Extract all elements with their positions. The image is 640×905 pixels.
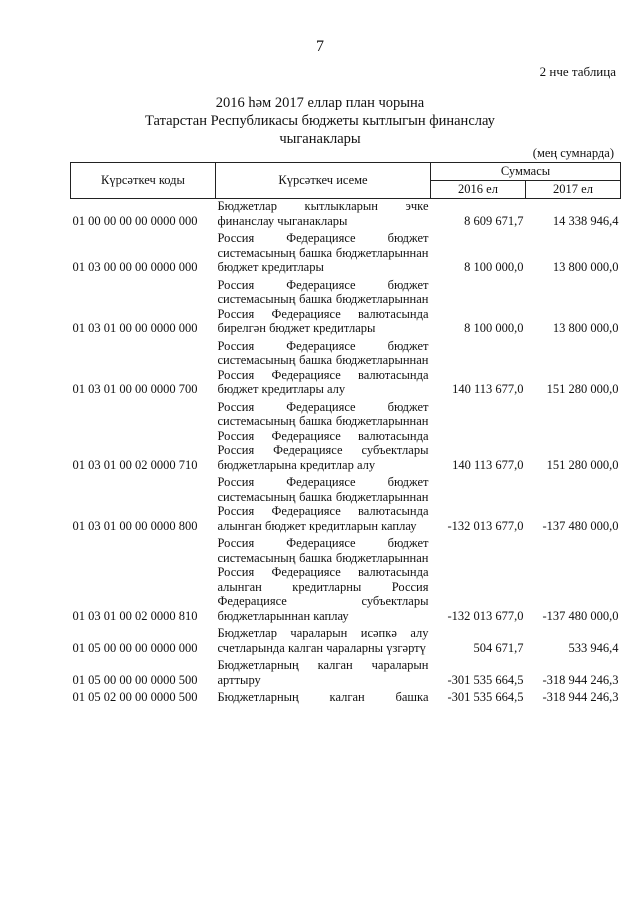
row-code: 01 00 00 00 00 0000 000 xyxy=(72,213,198,228)
row-value-2016: -301 535 664,5 xyxy=(447,690,524,704)
row-value-2017: -318 944 246,3 xyxy=(542,672,619,687)
table-row xyxy=(71,690,621,708)
table-row xyxy=(71,400,621,476)
row-value-2017: 151 280 000,0 xyxy=(546,457,619,472)
header-year-2017: 2017 ел xyxy=(526,181,621,199)
row-value-2017: -137 480 000,0 xyxy=(542,518,619,533)
row-value-2017: 14 338 946,4 xyxy=(552,213,619,228)
table-row xyxy=(71,626,621,658)
row-name: Бюджетлар кытлыкларын эчке финанслау чыганаклары xyxy=(217,199,429,228)
row-code: 01 03 01 00 00 0000 000 xyxy=(72,321,198,335)
document-title xyxy=(0,94,640,148)
row-code: 01 03 01 00 02 0000 710 xyxy=(72,457,198,472)
row-value-2016: 504 671,7 xyxy=(473,640,524,655)
title-line-2: Татарстан Республикасы бюджеты кытлыгын финанслау xyxy=(145,113,495,129)
row-code: 01 03 01 00 00 0000 800 xyxy=(72,518,198,533)
row-code: 01 05 00 00 00 0000 500 xyxy=(72,672,198,687)
header-year-2016: 2016 ел xyxy=(431,181,526,199)
row-value-2016: 140 113 677,0 xyxy=(452,457,524,472)
table-row xyxy=(71,658,621,690)
table-row xyxy=(71,231,621,278)
table-row xyxy=(71,199,621,232)
row-value-2016: 8 609 671,7 xyxy=(464,213,524,228)
row-name: Бюджетларның калган башка xyxy=(217,690,429,704)
row-name: Бюджетлар чараларын исәпкә алу счетларында калган чараларны үзгәртү xyxy=(217,626,429,655)
row-value-2016: -132 013 677,0 xyxy=(447,518,524,533)
row-name: Россия Федерациясе бюджет системасының башка бюджетларыннан Россия Федерациясе валютасында Россия Федерациясе субъектлары бюджетларына кредитлар алу xyxy=(217,399,429,472)
title-line-3: чыганаклары xyxy=(279,131,361,147)
row-name: Россия Федерациясе бюджет системасының башка бюджетларыннан Россия Федерациясе валютасында бюджет кредитлары алу xyxy=(217,338,429,396)
row-code: 01 05 02 00 00 0000 500 xyxy=(72,690,198,704)
table-row xyxy=(71,278,621,339)
table-row xyxy=(71,475,621,536)
header-sums: Суммасы xyxy=(431,163,621,181)
row-value-2016: -301 535 664,5 xyxy=(447,672,524,687)
financing-table xyxy=(70,162,621,708)
header-code: Күрсәткеч коды xyxy=(71,163,216,199)
row-name: Россия Федерациясе бюджет системасының башка бюджетларыннан Россия Федерациясе валютасында алынган бюджет кредитларын каплау xyxy=(217,475,429,533)
table-row xyxy=(71,339,621,400)
row-name: Бюджетларның калган чараларын арттыру xyxy=(217,658,429,687)
row-value-2017: 533 946,4 xyxy=(568,640,619,655)
title-line-1: 2016 һәм 2017 еллар план чорына xyxy=(215,95,425,111)
header-name: Күрсәткеч исеме xyxy=(216,163,431,199)
row-code: 01 05 00 00 00 0000 000 xyxy=(72,640,198,655)
row-name: Россия Федерациясе бюджет системасының башка бюджетларыннан Россия Федерациясе валютасында бирелгән бюджет кредитлары xyxy=(217,277,429,335)
row-value-2017: 151 280 000,0 xyxy=(546,382,619,396)
row-name: Россия Федерациясе бюджет системасының башка бюджетларыннан Россия Федерациясе валютасында алынган кредитларны Россия Федерациясе субъектлары бюджетларыннан каплау xyxy=(217,536,429,623)
row-value-2017: -318 944 246,3 xyxy=(542,690,619,704)
row-value-2017: 13 800 000,0 xyxy=(552,260,619,274)
row-code: 01 03 00 00 00 0000 000 xyxy=(72,260,198,274)
row-value-2017: 13 800 000,0 xyxy=(552,321,619,335)
row-code: 01 03 01 00 00 0000 700 xyxy=(72,382,198,396)
table-reference: 2 нче таблица xyxy=(539,64,616,79)
row-value-2016: 8 100 000,0 xyxy=(464,260,524,274)
table-row xyxy=(71,536,621,626)
row-name: Россия Федерациясе бюджет системасының башка бюджетларыннан бюджет кредитлары xyxy=(217,231,429,274)
units-note: (мең сумнарда) xyxy=(532,146,614,160)
page-number: 7 xyxy=(316,38,324,55)
row-code: 01 03 01 00 02 0000 810 xyxy=(72,608,198,623)
row-value-2016: 8 100 000,0 xyxy=(464,321,524,335)
row-value-2017: -137 480 000,0 xyxy=(542,608,619,623)
row-value-2016: 140 113 677,0 xyxy=(452,382,524,396)
row-value-2016: -132 013 677,0 xyxy=(447,608,524,623)
